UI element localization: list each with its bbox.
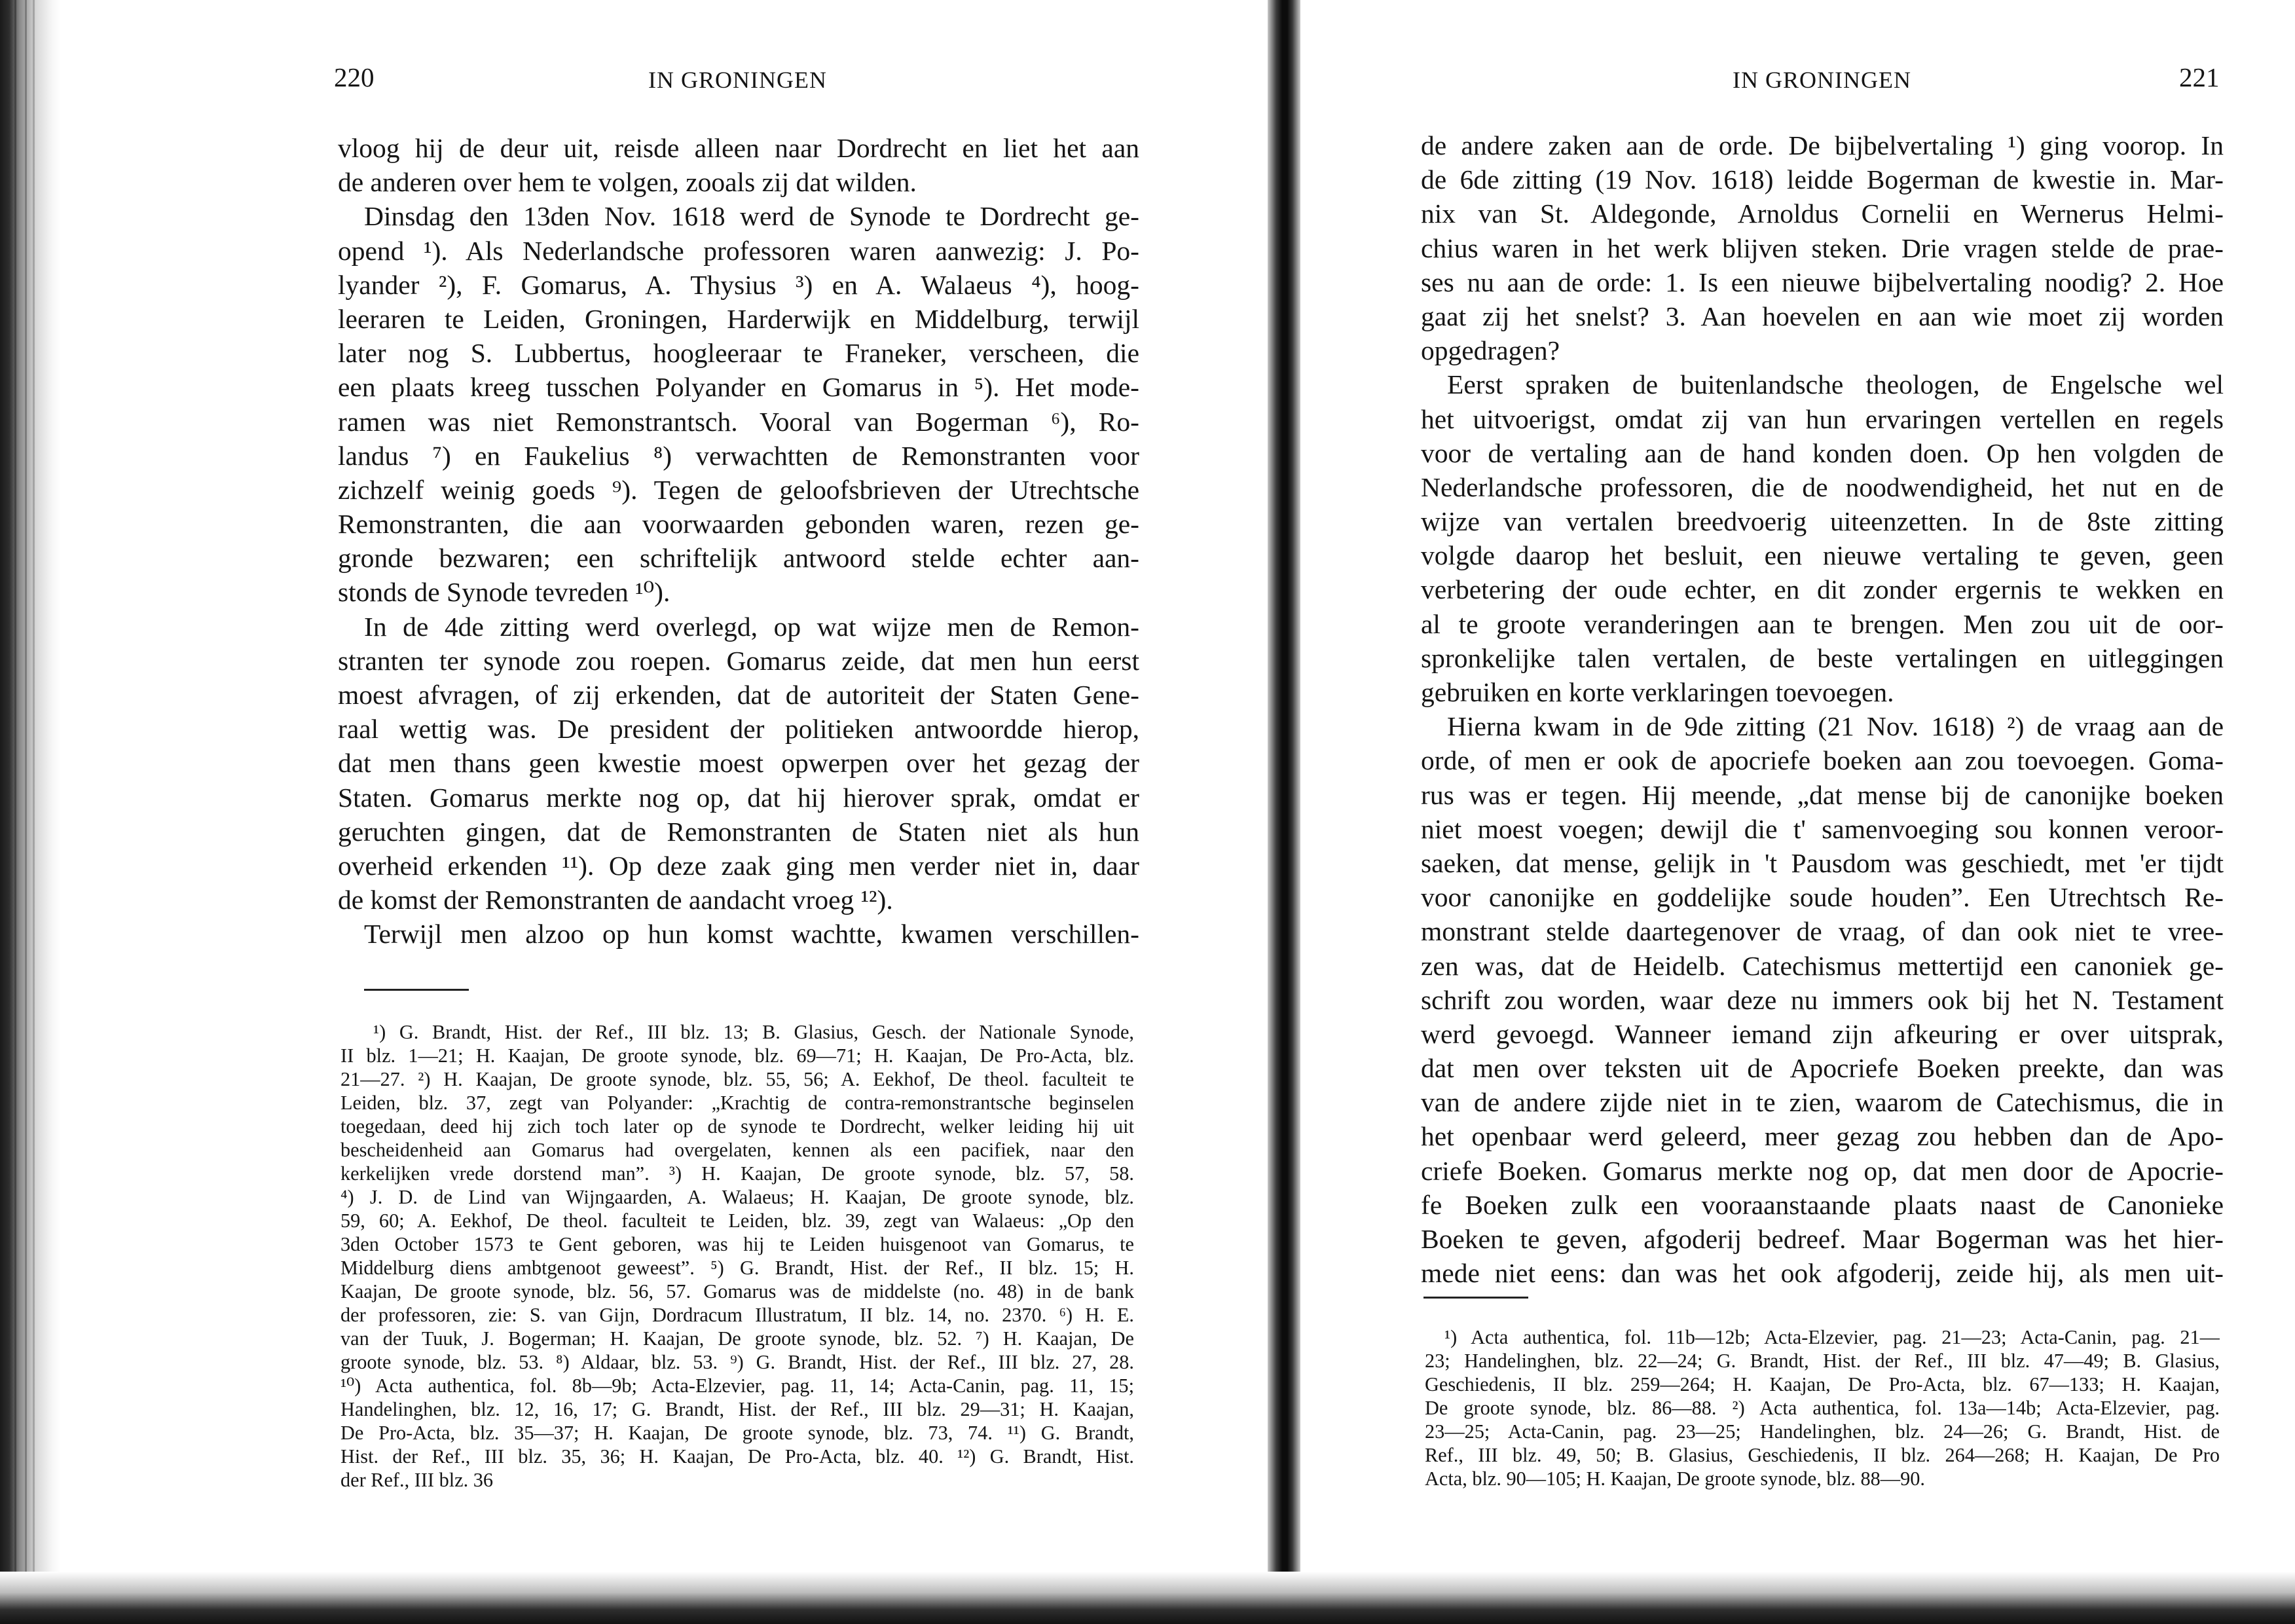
- footnote-line: van der Tuuk, J. Bogerman; H. Kaajan, De groote synode, blz. 52. ⁷) H. Kaajan, De: [340, 1327, 1134, 1350]
- left-page-number: 220: [334, 62, 375, 92]
- body-line: later nog S. Lubbertus, hoogleeraar te Franeker, verscheen, die: [338, 338, 1139, 369]
- body-line: Dinsdag den 13den Nov. 1618 werd de Synode te Dordrecht ge-: [364, 201, 1139, 232]
- left-footnotes: [340, 1020, 1134, 1492]
- body-line: raal wettig was. De president der politieken antwoordde hierop,: [338, 714, 1139, 745]
- body-line: voor de vertaling aan de hand konden doen. Op hen volgden de: [1421, 437, 2224, 468]
- body-line: lyander ²), F. Gomarus, A. Thysius ³) en A. Walaeus ⁴), hoog-: [338, 269, 1139, 300]
- body-line: dat men over teksten uit de Apocriefe Boeken preekte, dan was: [1421, 1053, 2224, 1084]
- footnote-line: bescheidenheid aan Gomarus had overgelaten, kennen als een pacifiek, naar den: [340, 1139, 1134, 1161]
- body-line: van de andere zijde niet in te zien, waarom de Catechismus, die in: [1421, 1087, 2224, 1118]
- body-line: al te groote veranderingen aan te brengen. Men zou uit de oor-: [1421, 608, 2224, 639]
- body-line: moest afvragen, of zij erkenden, dat de autoriteit der Staten Gene-: [338, 680, 1139, 710]
- body-line: nix van St. Aldegonde, Arnoldus Cornelii en Wernerus Helmi-: [1421, 198, 2224, 229]
- body-line: vloog hij de deur uit, reisde alleen naar Dordrecht en liet het aan: [338, 133, 1139, 163]
- right-running-head: IN GRONINGEN: [1733, 67, 1911, 93]
- body-line: niet moest voegen; dewijl die t' samenvoeging sou konnen veroor-: [1421, 813, 2224, 844]
- right-body-text: [1421, 128, 2224, 1290]
- footnote-line: Ref., III blz. 49, 50; B. Glasius, Geschiedenis, II blz. 264—268; H. Kaajan, De Pro: [1425, 1444, 2220, 1466]
- footnote-line: 23—25; Acta-Canin, pag. 23—25; Handelinghen, blz. 24—26; G. Brandt, Hist. de: [1425, 1420, 2220, 1443]
- body-line: de andere zaken aan de orde. De bijbelvertaling ¹) ging voorop. In: [1421, 130, 2224, 160]
- footnote-line: Hist. der Ref., III blz. 35, 36; H. Kaajan, De Pro-Acta, blz. 40. ¹²) G. Brandt, Hist.: [340, 1445, 1134, 1467]
- footnote-line: ⁴) J. D. de Lind van Wijngaarden, A. Walaeus; H. Kaajan, De groote synode, blz.: [340, 1186, 1134, 1208]
- body-line: werd gevoegd. Wanneer iemand zijn afkeuring er over uitsprak,: [1421, 1018, 2224, 1049]
- body-line: leeraren te Leiden, Groningen, Harderwijk en Middelburg, terwijl: [338, 303, 1139, 334]
- body-line: landus ⁷) en Faukelius ⁸) verwachtten de Remonstranten voor: [338, 440, 1139, 471]
- body-line: gronde bezwaren; een schriftelijk antwoord stelde echter aan-: [338, 543, 1139, 574]
- footnote-line: Geschiedenis, II blz. 259—264; H. Kaajan, De Pro-Acta, blz. 67—133; H. Kaajan,: [1425, 1373, 2220, 1395]
- body-line: saeken, dat mense, gelijk in 't Pausdom was geschiedt, met 'er tijdt: [1421, 847, 2224, 878]
- body-line: Remonstranten, die aan voorwaarden gebonden waren, rezen ge-: [338, 509, 1139, 540]
- body-line: de 6de zitting (19 Nov. 1618) leidde Bogerman de kwestie in. Mar-: [1421, 164, 2224, 195]
- footnote-line: groote synode, blz. 53. ⁸) Aldaar, blz. 53. ⁹) G. Brandt, Hist. der Ref., III blz. 27, 28.: [340, 1351, 1134, 1373]
- footnote-line: De Pro-Acta, blz. 35—37; H. Kaajan, De groote synode, blz. 73, 74. ¹¹) G. Brandt,: [340, 1422, 1134, 1444]
- footnote-line: De groote synode, blz. 86—88. ²) Acta authentica, fol. 13a—14b; Acta-Elzevier, pag.: [1425, 1397, 2220, 1419]
- body-line: overheid erkenden ¹¹). Op deze zaak ging men verder niet in, daar: [338, 850, 1139, 881]
- body-line: Nederlandsche professoren, die de noodwendigheid, het nut en de: [1421, 471, 2224, 502]
- footnote-line: 3den October 1573 te Gent geboren, was hij te Leiden huisgenoot van Gomarus, te: [340, 1233, 1134, 1255]
- right-footnotes: [1425, 1325, 2220, 1490]
- body-line: opgedragen?: [1421, 335, 1560, 366]
- left-body-text: [338, 131, 1139, 951]
- body-line: ses nu aan de orde: 1. Is een nieuwe bijbelvertaling noodig? 2. Hoe: [1421, 267, 2224, 297]
- body-line: stonds de Synode tevreden ¹⁰).: [338, 577, 670, 608]
- body-line: dat men thans geen kwestie moest opwerpen over het gezag der: [338, 748, 1139, 779]
- footnote-line: der Ref., III blz. 36: [340, 1469, 494, 1491]
- body-line: fe Boeken zulk een vooraanstaande plaats naast de Canonieke: [1421, 1189, 2224, 1220]
- footnote-line: 21—27. ²) H. Kaajan, De groote synode, blz. 55, 56; A. Eekhof, De theol. faculteit te: [340, 1068, 1134, 1090]
- footnote-line: der professoren, zie: S. van Gijn, Dordracum Illustratum, II blz. 14, no. 2370. ⁶) H. E.: [340, 1304, 1134, 1326]
- right-page-number: 221: [2179, 62, 2220, 92]
- body-line: orde, of men er ook de apocriefe boeken aan zou toevoegen. Goma-: [1421, 745, 2224, 776]
- body-line: Boeken te geven, afgoderij bedreef. Maar Bogerman was het hier-: [1421, 1224, 2224, 1254]
- left-running-head: IN GRONINGEN: [648, 67, 827, 93]
- body-line: schrift zou worden, waar deze nu immers ook bij het N. Testament: [1421, 984, 2224, 1015]
- body-line: de anderen over hem te volgen, zooals zij dat wilden.: [338, 167, 917, 198]
- footnote-line: Handelinghen, blz. 12, 16, 17; G. Brandt, Hist. der Ref., III blz. 29—31; H. Kaajan,: [340, 1398, 1134, 1420]
- footnote-line: toegedaan, deed hij zich toch later op de synode te Dordrecht, welker leiding hij uit: [340, 1115, 1134, 1137]
- body-line: Staten. Gomarus merkte nog op, dat hij hierover sprak, omdat er: [338, 782, 1139, 813]
- body-line: zen was, dat de Heidelb. Catechismus mettertijd een canoniek ge-: [1421, 950, 2224, 981]
- body-line: het openbaar werd geleerd, meer gezag zou hebben dan de Apo-: [1421, 1121, 2224, 1152]
- body-line: Eerst spraken de buitenlandsche theologen, de Engelsche wel: [1447, 369, 2224, 400]
- body-line: chius waren in het werk blijven steken. Drie vragen stelde de prae-: [1421, 232, 2224, 263]
- footnote-line: Leiden, blz. 37, zegt van Polyander: „Krachtig de contra-remonstrantsche beginselen: [340, 1092, 1134, 1114]
- body-line: spronkelijke talen vertalen, de beste vertalingen en uitleggingen: [1421, 642, 2224, 673]
- footnote-line: Acta, blz. 90—105; H. Kaajan, De groote synode, blz. 88—90.: [1425, 1467, 1925, 1490]
- footnote-line: II blz. 1—21; H. Kaajan, De groote synode, blz. 69—71; H. Kaajan, De Pro-Acta, blz.: [340, 1044, 1134, 1067]
- body-line: In de 4de zitting werd overlegd, op wat wijze men de Remon-: [364, 611, 1139, 642]
- body-line: het uitvoerigst, omdat zij van hun ervaringen vertellen en regels: [1421, 403, 2224, 434]
- body-line: gebruiken en korte verklaringen toevoegen.: [1421, 677, 1894, 707]
- scan-left-edge-shadow: [0, 0, 60, 1624]
- body-line: stranten ter synode zou roepen. Gomarus zeide, dat men hun eerst: [338, 645, 1139, 676]
- book-gutter-shadow: [1268, 0, 1300, 1624]
- body-line: criefe Boeken. Gomarus merkte nog op, dat men door de Apocrie-: [1421, 1155, 2224, 1186]
- body-line: ramen was niet Remonstrantsch. Vooral van Bogerman ⁶), Ro-: [338, 406, 1139, 437]
- footnote-line: ¹) Acta authentica, fol. 11b—12b; Acta-Elzevier, pag. 21—23; Acta-Canin, pag. 21—: [1444, 1326, 2220, 1348]
- body-line: rus was er tegen. Hij meende, „dat mense bij de canonijke boeken: [1421, 779, 2224, 810]
- body-line: opend ¹). Als Nederlandsche professoren waren aanwezig: J. Po-: [338, 235, 1139, 266]
- body-line: volgde daarop het besluit, een nieuwe vertaling te geven, geen: [1421, 540, 2224, 571]
- body-line: Terwijl men alzoo op hun komst wachtte, kwamen verschillen-: [364, 919, 1139, 950]
- body-line: monstrant stelde daartegenover de vraag, of dan ook niet te vree-: [1421, 916, 2224, 947]
- footnote-line: ¹⁰) Acta authentica, fol. 8b—9b; Acta-Elzevier, pag. 11, 14; Acta-Canin, pag. 11, 15;: [340, 1375, 1134, 1397]
- body-line: een plaats kreeg tusschen Polyander en Gomarus in ⁵). Het mode-: [338, 372, 1139, 403]
- footnote-line: 59, 60; A. Eekhof, De theol. faculteit te Leiden, blz. 39, zegt van Walaeus: „Op den: [340, 1209, 1134, 1232]
- body-line: de komst der Remonstranten de aandacht vroeg ¹²).: [338, 885, 893, 915]
- body-line: gaat zij het snelst? 3. Aan hoevelen en aan wie moet zij worden: [1421, 301, 2224, 331]
- footnote-line: 23; Handelinghen, blz. 22—24; G. Brandt, Hist. der Ref., III blz. 47—49; B. Glasius,: [1425, 1350, 2220, 1372]
- footnote-line: kerkelijken vrede dorstend man”. ³) H. Kaajan, De groote synode, blz. 57, 58.: [340, 1162, 1134, 1185]
- body-line: geruchten gingen, dat de Remonstranten de Staten niet als hun: [338, 816, 1139, 847]
- footnote-line: ¹) G. Brandt, Hist. der Ref., III blz. 13; B. Glasius, Gesch. der Nationale Synode,: [373, 1021, 1134, 1043]
- footnote-line: Middelburg diens ambtgenoot geweest”. ⁵) G. Brandt, Hist. der Ref., II blz. 15; H.: [340, 1257, 1134, 1279]
- footnote-separator-rule: [364, 989, 469, 991]
- footnote-line: Kaajan, De groote synode, blz. 56, 57. Gomarus was de middelste (no. 48) in de bank: [340, 1280, 1134, 1302]
- body-line: verbetering der oude echter, en dit zonder ergernis te wekken en: [1421, 574, 2224, 605]
- body-line: voor canonijke en goddelijke soude houden”. Een Utrechtsch Re-: [1421, 882, 2224, 913]
- scan-bottom-edge-shadow: [0, 1572, 2295, 1624]
- body-line: mede niet eens: dan was het ook afgoderij, zeide hij, als men uit-: [1421, 1258, 2224, 1289]
- body-line: wijze van vertalen breedvoerig uiteenzetten. In de 8ste zitting: [1421, 506, 2224, 537]
- body-line: zichzelf weinig goeds ⁹). Tegen de geloofsbrieven der Utrechtsche: [338, 474, 1139, 505]
- footnote-separator-rule: [1423, 1297, 1528, 1299]
- body-line: Hierna kwam in de 9de zitting (21 Nov. 1618) ²) de vraag aan de: [1447, 711, 2224, 742]
